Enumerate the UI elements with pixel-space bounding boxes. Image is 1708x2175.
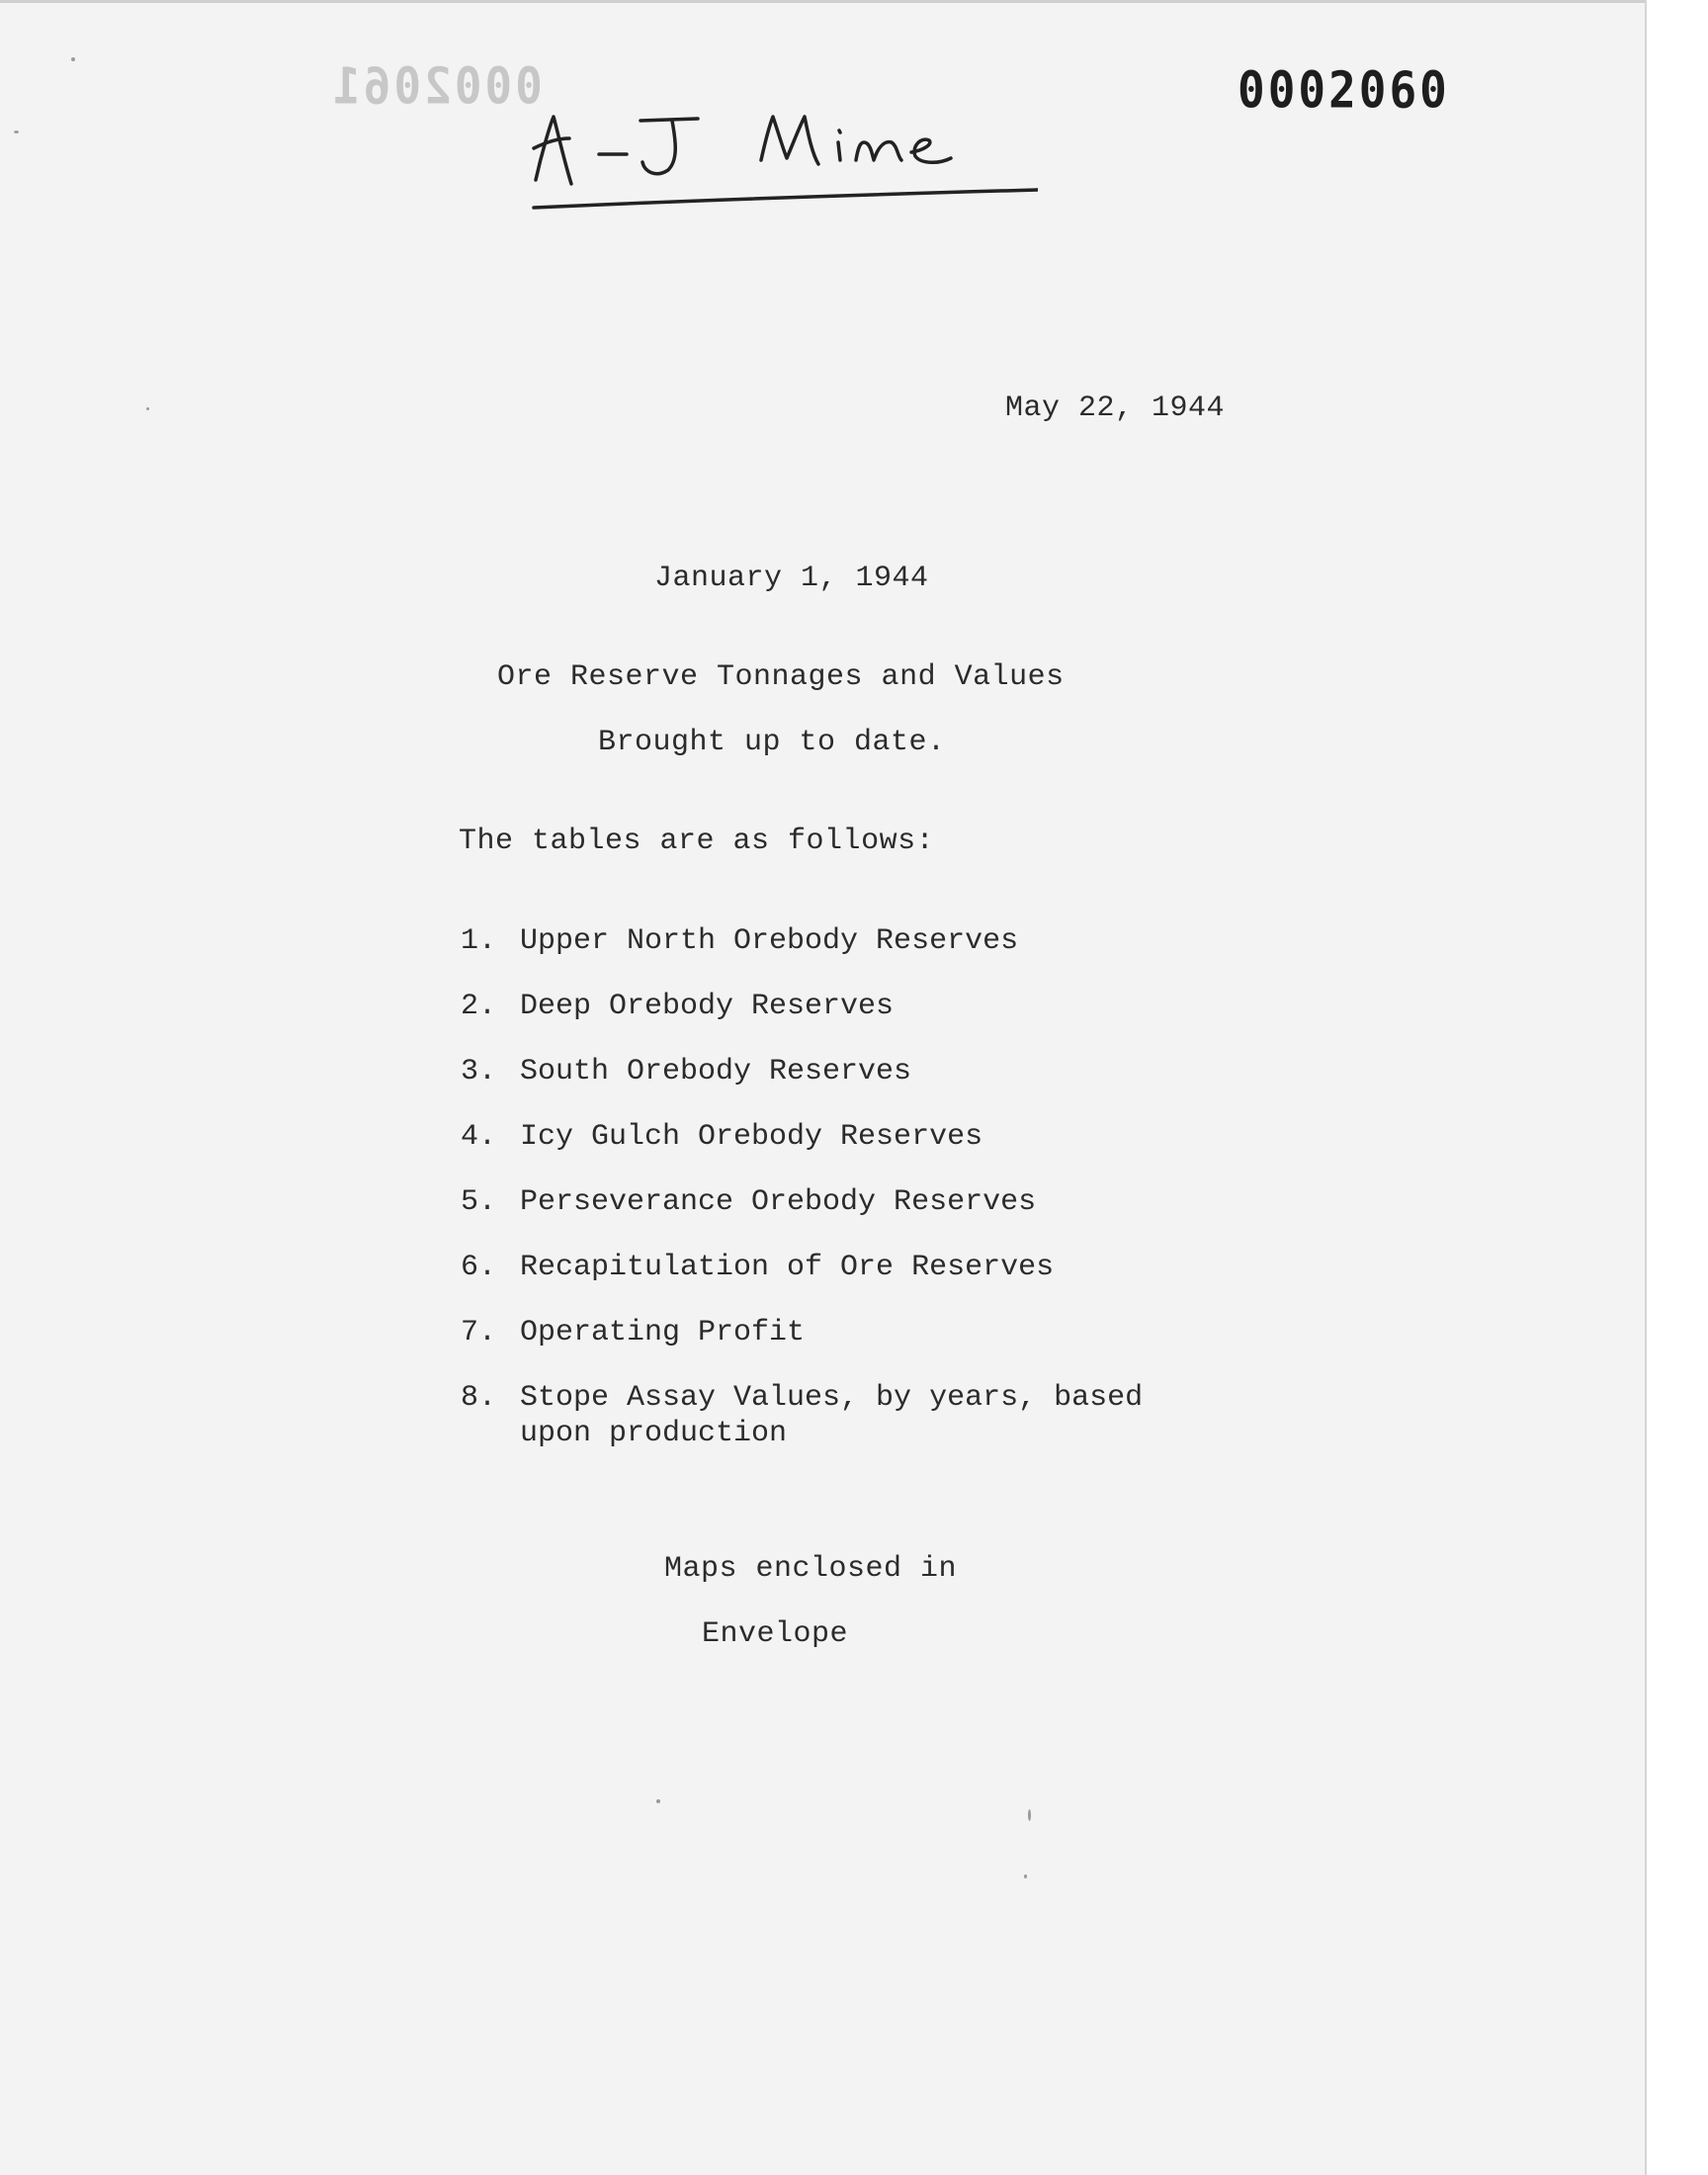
list-item [461,1250,1251,1285]
list-item-text: Icy Gulch Orebody Reserves [520,1120,983,1154]
handwritten-title [524,99,1038,227]
subject-line-1: Ore Reserve Tonnages and Values [497,660,1065,694]
ghost-stamp-number: 0002061 [330,56,543,116]
intro-text: The tables are as follows: [459,825,935,858]
list-item-number: 2. [461,990,497,1023]
page-top-edge [0,0,1647,3]
list-item-text: Operating Profit [520,1316,806,1349]
list-item-number: 7. [461,1316,497,1349]
list-item [461,1315,1251,1350]
table-list [461,923,1251,1481]
list-item-text: Upper North Orebody Reserves [520,924,1019,958]
paper-speck [14,130,19,133]
list-item-text: Perseverance Orebody Reserves [520,1185,1037,1219]
enclosure-line-1: Maps enclosed in [664,1552,958,1586]
list-item-number: 4. [461,1120,497,1154]
list-item-text: Recapitulation of Ore Reserves [520,1251,1055,1284]
paper-speck [1028,1809,1031,1821]
list-item [461,1119,1251,1155]
page-right-margin [1645,0,1708,2175]
as-of-date: January 1, 1944 [654,562,929,595]
enclosure-line-2: Envelope [702,1617,849,1651]
paper-speck [146,407,149,410]
list-item [461,1380,1251,1451]
list-item-number: 6. [461,1251,497,1284]
paper-speck [1024,1874,1027,1878]
list-item-number: 1. [461,924,497,958]
list-item-text: Stope Assay Values, by years, based upon production [520,1381,1144,1450]
list-item [461,989,1251,1024]
list-item [461,1184,1251,1220]
handwritten-title-drawing [524,99,1038,227]
list-item-number: 3. [461,1055,497,1088]
list-item-number: 5. [461,1185,497,1219]
paper-speck [656,1799,660,1803]
subject-line-2: Brought up to date. [598,726,946,759]
list-item-text: South Orebody Reserves [520,1055,912,1088]
stamp-number: 0002060 [1238,60,1450,120]
list-item-number: 8. [461,1381,497,1415]
list-item [461,1054,1251,1089]
list-item [461,923,1251,959]
paper-speck [71,57,75,61]
memo-date: May 22, 1944 [1005,392,1226,425]
list-item-text: Deep Orebody Reserves [520,990,895,1023]
